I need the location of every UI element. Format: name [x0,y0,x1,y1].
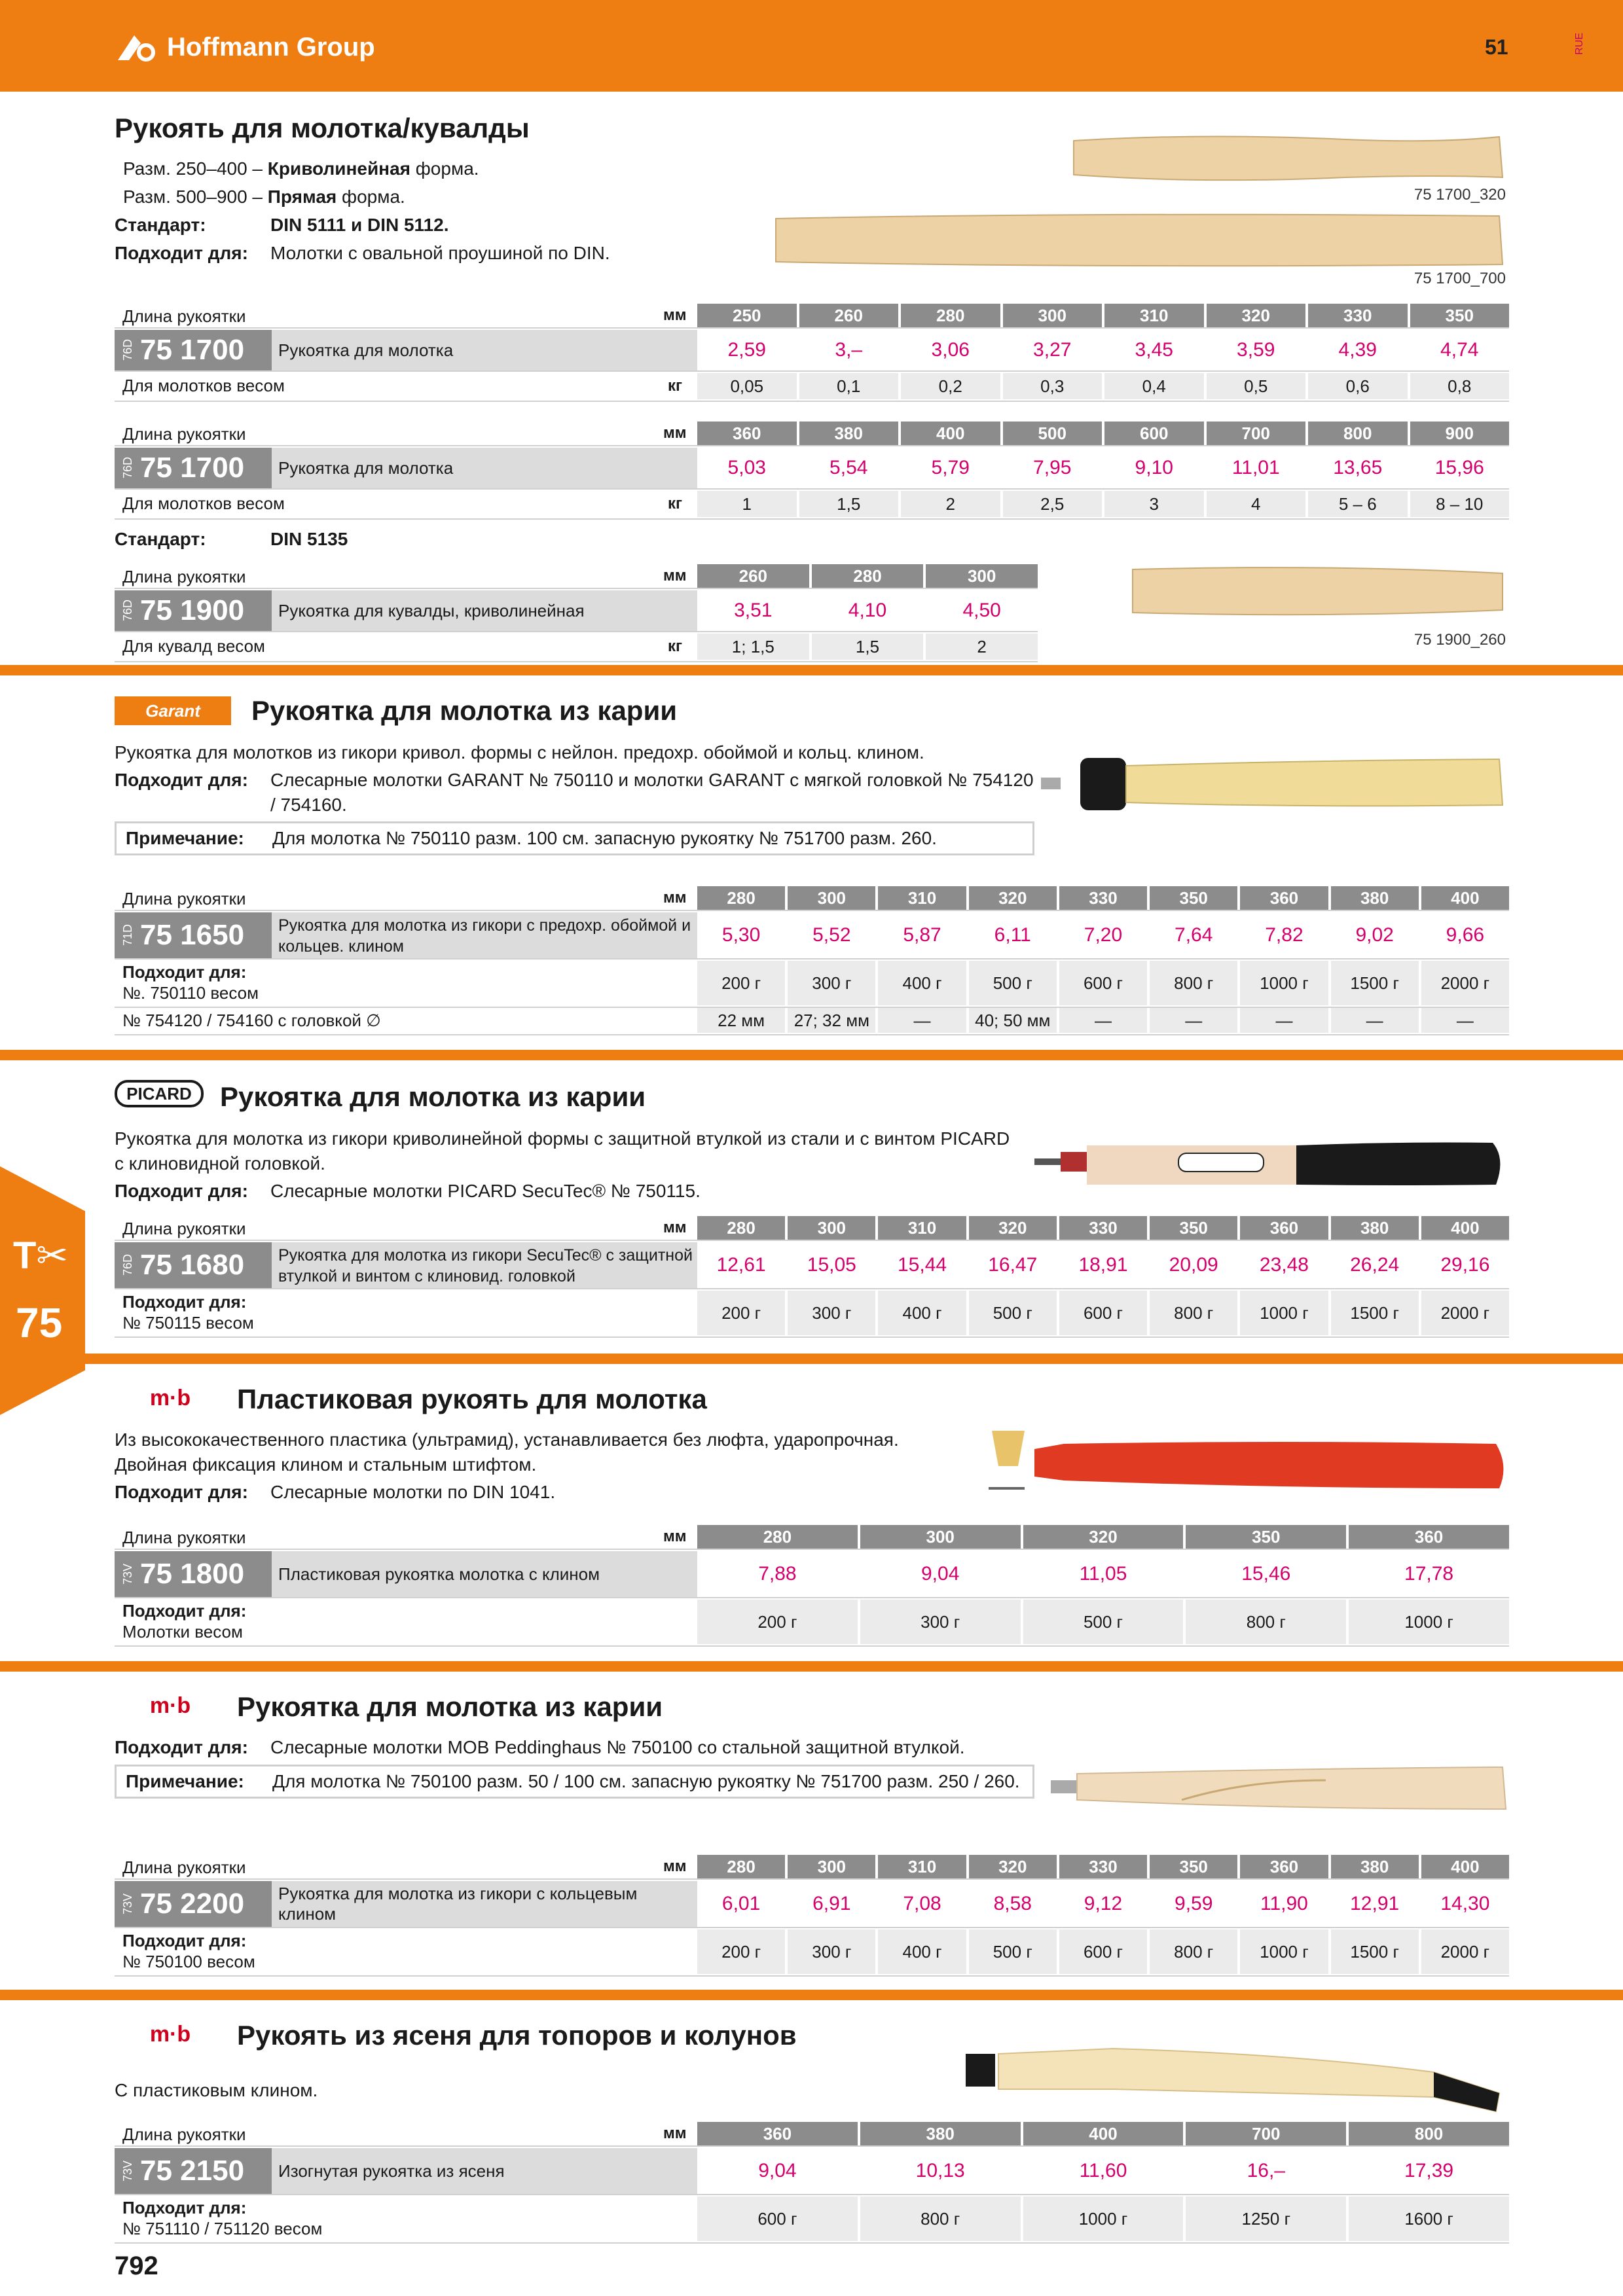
length-header-cell: 500 [1003,422,1103,445]
description: Из высококачественного пластика (ультрамид), устанавливается без люфта, ударопрочная. [115,1429,899,1450]
length-header-cell: 400 [1023,2122,1184,2145]
fits-label: Подходит для: [122,1601,247,1621]
price-cell: 15,96 [1434,457,1484,478]
picard-logo: PICARD [115,1080,204,1107]
handle-751700-700-image [773,209,1506,270]
length-header-cell: 310 [878,1855,966,1878]
section-title: Рукоятка для молотка из карии [251,695,678,726]
product-name: Пластиковая рукоятка молотка с клином [272,1551,697,1597]
weight-cell: 0,8 [1448,376,1472,396]
product-code: 71D 75 1650 [115,912,272,958]
description-cont: Двойная фиксация клином и стальным штифтом. [115,1454,537,1475]
price-cell: 6,91 [812,1893,851,1914]
length-header-cell: 250 [697,304,797,327]
length-header-cell: 320 [1207,304,1306,327]
price-cell: 7,64 [1175,924,1213,946]
length-header-cell: 280 [697,1855,785,1878]
price-cell: 11,60 [1079,2160,1127,2181]
weight-unit: кг [668,637,683,655]
price-cell: 9,02 [1355,924,1394,946]
weight-cell: 2000 г [1440,973,1490,993]
note-box: Примечание: Для молотка № 750110 разм. 100 см. запасную рукоятку № 751700 разм. 260. [115,821,1034,855]
price-cell: 2,59 [727,339,766,361]
weight-cell: 1000 г [1260,973,1309,993]
page-number: 51 [1485,35,1508,59]
price-cell: 4,50 [962,600,1001,621]
fits-row: Подходит для: Слесарные молотки GARANT № 750110 и молотки GARANT с мягкой головкой № 754120 [115,770,1034,790]
brand [115,30,375,64]
standard-row: Стандарт: DIN 5111 и DIN 5112. [115,215,449,235]
product-name: Рукоятка для молотка [272,330,697,370]
product-name: Изогнутая рукоятка из ясеня [272,2148,697,2194]
length-header-cell: 300 [860,1525,1021,1549]
diameter-cell: — [1275,1011,1293,1030]
section-title: Рукоять из ясеня для топоров и колунов [237,2020,797,2051]
weight-cell: 1000 г [1404,1612,1453,1632]
length-header-cell: 310 [878,886,966,910]
mob-logo: m·b [149,2021,191,2047]
weight-cell: 4 [1251,494,1261,514]
image-caption: 75 1900_260 [1413,631,1506,649]
length-header-cell: 350 [1150,1216,1237,1240]
price-cell: 5,52 [812,924,851,946]
price-cell: 11,01 [1231,457,1280,478]
handle-752200-image [1051,1754,1509,1820]
length-header-cell: 300 [788,1855,875,1878]
weight-cell: 400 г [902,973,942,993]
length-header-cell: 360 [1349,1525,1509,1549]
section-separator [0,1990,1623,2000]
weight-cell: 500 г [993,1303,1032,1323]
length-header-cell: 330 [1059,1216,1147,1240]
price-cell: 5,30 [721,924,761,946]
footer-page-number: 792 [115,2251,158,2280]
product-code: 76D 75 1700 [115,330,272,370]
price-cell: 9,66 [1446,924,1485,946]
fits-label: Подходит для: [122,1292,247,1312]
length-header-cell: 360 [697,2122,858,2145]
price-cell: 11,05 [1079,1563,1127,1585]
length-header-cell: 300 [788,886,875,910]
price-cell: 3,27 [1033,339,1072,361]
length-header-cell: 260 [799,304,899,327]
length-header-cell: 280 [697,886,785,910]
length-unit: мм [663,424,687,442]
price-cell: 9,10 [1135,457,1173,478]
weight-label: Молотки весом [122,1622,243,1641]
weight-cell: 200 г [721,973,761,993]
section-separator [0,1050,1623,1060]
length-header-cell: 300 [926,564,1038,588]
length-header-cell: 360 [697,422,797,445]
fits-row: Подходит для: Молотки с овальной проушиной по DIN. [115,243,610,263]
length-header-cell: 800 [1308,422,1408,445]
length-header-cell: 330 [1308,304,1408,327]
length-header-cell: 400 [1421,1855,1509,1878]
weight-cell: 5 – 6 [1338,494,1377,514]
weight-cell: 2 [945,494,955,514]
price-cell: 9,04 [758,2160,797,2181]
length-label: Длина рукоятки [122,306,246,326]
weight-cell: 500 г [1083,1612,1123,1632]
length-label: Длина рукоятки [122,424,246,444]
price-cell: 15,44 [898,1254,947,1276]
length-header-cell: 380 [1331,886,1419,910]
length-header-cell: 400 [1421,1216,1509,1240]
price-cell: 18,91 [1078,1254,1128,1276]
length-header-cell: 350 [1186,1525,1346,1549]
price-cell: 8,58 [993,1893,1032,1914]
weight-cell: 1,5 [837,494,861,514]
length-header-cell: 400 [1421,886,1509,910]
price-cell: 5,79 [931,457,970,478]
mob-logo: m·b [149,1385,191,1410]
length-header-cell: 280 [697,1216,785,1240]
diameter-cell: 22 мм [718,1011,765,1030]
weight-cell: 500 г [993,1942,1032,1962]
weight-cell: 800 г [1174,1942,1214,1962]
length-header-cell: 280 [812,564,924,588]
weight-cell: 300 г [812,973,852,993]
description-cont: с клиновидной головкой. [115,1153,325,1174]
length-header-cell: 280 [697,1525,858,1549]
price-cell: 5,87 [903,924,941,946]
weight-cell: 400 г [902,1303,942,1323]
description: Рукоятка для молотков из гикори кривол. формы с нейлон. предохр. обоймой и кольц. клином. [115,742,924,762]
length-header-cell: 400 [901,422,1000,445]
weight-unit: кг [668,495,683,512]
length-header-cell: 330 [1059,1855,1147,1878]
weight-cell: 2 [977,637,987,656]
weight-cell: 1,5 [855,637,880,656]
price-cell: 12,91 [1350,1893,1400,1914]
handle-752150-image [962,2034,1509,2119]
product-name: Рукоятка для молотка из гикори с кольцевым клином [272,1881,697,1927]
weight-cell: 1; 1,5 [731,637,775,656]
fits-row: Подходит для: Слесарные молотки по DIN 1041. [115,1482,556,1502]
diameter-cell: 27; 32 мм [793,1011,869,1030]
price-cell: 3,45 [1135,339,1173,361]
section-separator [0,665,1623,675]
length-unit: мм [663,1219,687,1236]
weight-cell: 1500 г [1350,1942,1399,1962]
image-caption: 75 1700_320 [1413,186,1506,204]
weight-cell: 600 г [1083,1942,1123,1962]
diameter-cell: 40; 50 мм [975,1011,1051,1030]
weight-cell: 3 [1149,494,1159,514]
weight-cell: 0,2 [938,376,962,396]
price-cell: 26,24 [1350,1254,1400,1276]
handle-751700-320-image [1070,128,1506,187]
price-cell: 7,20 [1084,924,1123,946]
length-header-cell: 320 [969,886,1057,910]
weight-cell: 300 г [812,1942,852,1962]
length-header-cell: 330 [1059,886,1147,910]
length-header-cell: 260 [697,564,809,588]
length-header-cell: 600 [1104,422,1204,445]
size-line-1: Разм. 250–400 – Криволинейная форма. [123,158,479,179]
length-label: Длина рукоятки [122,1857,246,1877]
product-name: Рукоятка для молотка из гикори SecuTec® с защитной втулкой и винтом с клиновид. головкой [272,1242,697,1288]
brand-name: Hoffmann Group [167,32,375,62]
price-cell: 13,65 [1333,457,1383,478]
weight-label: №. 750110 весом [122,983,259,1003]
fits-row: Подходит для: Слесарные молотки MOB Peddinghaus № 750100 со стальной защитной втулкой. [115,1737,965,1757]
standard-row: Стандарт: DIN 5135 [115,529,348,549]
diameter-cell: — [1094,1011,1112,1030]
length-header-cell: 320 [969,1216,1057,1240]
diameter-cell: — [913,1011,931,1030]
handle-751650-image [1041,751,1506,817]
product-name: Рукоятка для молотка [272,448,697,488]
mob-logo: m·b [149,1693,191,1718]
fits-label: Подходит для: [122,1931,247,1950]
weight-cell: 2000 г [1440,1942,1490,1962]
price-cell: 16,– [1247,2160,1285,2181]
description: Рукоятка для молотка из гикори криволинейной формы с защитной втулкой из стали и с винтом PICARD [115,1128,1010,1149]
product-name: Рукоятка для кувалды, криволинейная [272,590,697,631]
price-cell: 4,74 [1440,339,1479,361]
weight-cell: 200 г [721,1942,761,1962]
weight-cell: 0,6 [1345,376,1370,396]
length-header-cell: 380 [1331,1855,1419,1878]
length-header-cell: 360 [1240,1216,1328,1240]
product-code: 76D 75 1680 [115,1242,272,1288]
price-cell: 29,16 [1440,1254,1490,1276]
price-cell: 10,13 [915,2160,965,2181]
hoffmann-logo-icon [115,30,160,64]
chapter-number: 75 [16,1299,63,1346]
length-header-cell: 320 [969,1855,1057,1878]
weight-cell: 1000 г [1078,2209,1128,2229]
price-cell: 11,90 [1260,1893,1308,1914]
weight-cell: 0,3 [1040,376,1065,396]
weight-cell: 500 г [993,973,1032,993]
price-cell: 5,03 [727,457,766,478]
price-cell: 17,78 [1404,1563,1454,1585]
diameter-label: № 754120 / 754160 с головкой ∅ [122,1011,381,1030]
weight-cell: 1 [742,494,752,514]
price-cell: 7,95 [1033,457,1072,478]
tools-icon: T✂ [13,1234,69,1277]
fits-row: Подходит для: Слесарные молотки PICARD SecuTec® № 750115. [115,1181,701,1201]
chapter-tab [0,1166,85,1415]
fits-label: Подходит для: [122,962,247,982]
weight-cell: 600 г [1083,1303,1123,1323]
price-cell: 20,09 [1169,1254,1218,1276]
price-cell: 15,05 [807,1254,856,1276]
weight-cell: 1250 г [1241,2209,1291,2229]
price-cell: 15,46 [1241,1563,1291,1585]
length-header-cell: 300 [1003,304,1103,327]
price-cell: 17,39 [1404,2160,1454,2181]
length-header-cell: 900 [1410,422,1510,445]
weight-cell: 8 – 10 [1436,494,1484,514]
price-cell: 3,51 [734,600,773,621]
length-header-cell: 320 [1023,1525,1184,1549]
weight-label: Для молотков весом [122,376,285,395]
price-cell: 14,30 [1440,1893,1490,1914]
weight-cell: 0,1 [837,376,861,396]
price-cell: 6,01 [721,1893,761,1914]
length-header-cell: 300 [788,1216,875,1240]
length-unit: мм [663,2125,687,2142]
length-header-cell: 350 [1150,1855,1237,1878]
length-header-cell: 280 [901,304,1000,327]
note-box: Примечание: Для молотка № 750100 разм. 50 / 100 см. запасную рукоятку № 751700 разм. 250 / 260. [115,1765,1034,1799]
length-header-cell: 700 [1207,422,1306,445]
price-cell: 9,59 [1175,1893,1213,1914]
length-unit: мм [663,1528,687,1545]
weight-label: № 750115 весом [122,1313,254,1333]
length-header-cell: 380 [1331,1216,1419,1240]
section-title: Рукоятка для молотка из карии [237,1691,663,1722]
price-cell: 23,48 [1259,1254,1309,1276]
weight-cell: 600 г [1083,973,1123,993]
product-code: 73V 75 2200 [115,1881,272,1927]
price-cell: 3,– [835,339,863,361]
handle-751800-image [985,1420,1509,1505]
length-header-cell: 380 [860,2122,1021,2145]
weight-cell: 2,5 [1040,494,1065,514]
product-name: Рукоятка для молотка из гикори с предохр. обоймой и кольцев. клином [272,912,697,958]
weight-cell: 1500 г [1350,973,1399,993]
weight-cell: 0,4 [1142,376,1166,396]
weight-cell: 400 г [902,1942,942,1962]
weight-cell: 800 г [1174,973,1214,993]
price-cell: 6,11 [994,924,1031,946]
description: С пластиковым клином. [115,2080,318,2100]
price-cell: 7,82 [1265,924,1304,946]
length-unit: мм [663,306,687,324]
weight-label: № 750100 весом [122,1952,255,1971]
weight-cell: 600 г [757,2209,797,2229]
weight-cell: 200 г [721,1303,761,1323]
length-header-cell: 380 [799,422,899,445]
weight-cell: 2000 г [1440,1303,1490,1323]
price-cell: 7,88 [758,1563,797,1585]
price-cell: 5,54 [830,457,868,478]
weight-cell: 1000 г [1260,1942,1309,1962]
length-unit: мм [663,567,687,584]
price-cell: 16,47 [988,1254,1038,1276]
image-caption: 75 1700_700 [1413,270,1506,287]
weight-cell: 0,05 [730,376,764,396]
weight-cell: 0,5 [1244,376,1268,396]
length-header-cell: 800 [1349,2122,1509,2145]
diameter-cell: — [1185,1011,1203,1030]
weight-unit: кг [668,377,683,395]
weight-cell: 1600 г [1404,2209,1453,2229]
length-header-cell: 350 [1150,886,1237,910]
weight-cell: 1000 г [1260,1303,1309,1323]
length-label: Длина рукоятки [122,1528,246,1547]
price-cell: 3,59 [1237,339,1275,361]
diameter-cell: — [1366,1011,1383,1030]
length-label: Длина рукоятки [122,567,246,586]
length-unit: мм [663,1857,687,1875]
weight-cell: 300 г [812,1303,852,1323]
handle-751900-image [1129,558,1506,623]
price-cell: 7,08 [903,1893,941,1914]
price-cell: 3,06 [931,339,970,361]
weight-label: № 751110 / 751120 весом [122,2219,323,2238]
weight-label: Для кувалд весом [122,636,265,656]
section-title: Пластиковая рукоять для молотка [237,1384,707,1414]
length-header-cell: 310 [1104,304,1204,327]
price-cell: 4,39 [1338,339,1377,361]
garant-logo: Garant [115,696,231,725]
weight-cell: 800 г [1174,1303,1214,1323]
length-header-cell: 360 [1240,1855,1328,1878]
length-unit: мм [663,889,687,906]
section-title: Рукоять для молотка/кувалды [115,113,530,143]
length-label: Длина рукоятки [122,2125,246,2144]
product-code: 76D 75 1700 [115,448,272,488]
length-header-cell: 700 [1186,2122,1346,2145]
weight-label: Для молотков весом [122,493,285,513]
length-header-cell: 360 [1240,886,1328,910]
product-code: 73V 75 2150 [115,2148,272,2194]
section-title: Рукоятка для молотка из карии [220,1081,646,1112]
language-tag: RUE [1574,33,1585,55]
section-separator [0,1661,1623,1672]
fits-label: Подходит для: [122,2198,247,2217]
weight-cell: 300 г [921,1612,960,1632]
length-label: Длина рукоятки [122,1219,246,1238]
size-line-2: Разм. 500–900 – Прямая форма. [123,187,405,207]
length-header-cell: 310 [878,1216,966,1240]
price-cell: 9,04 [921,1563,960,1585]
product-code: 73V 75 1800 [115,1551,272,1597]
diameter-cell: — [1456,1011,1474,1030]
fits-row-continued: / 754160. [270,795,347,815]
weight-cell: 800 г [1246,1612,1286,1632]
price-cell: 9,12 [1084,1893,1123,1914]
weight-cell: 800 г [921,2209,960,2229]
price-cell: 4,10 [848,600,887,621]
product-code: 76D 75 1900 [115,590,272,631]
weight-cell: 1500 г [1350,1303,1399,1323]
length-label: Длина рукоятки [122,889,246,908]
length-header-cell: 350 [1410,304,1510,327]
handle-751680-image [1034,1132,1509,1198]
section-separator [0,1354,1623,1364]
price-cell: 12,61 [716,1254,766,1276]
weight-cell: 200 г [757,1612,797,1632]
